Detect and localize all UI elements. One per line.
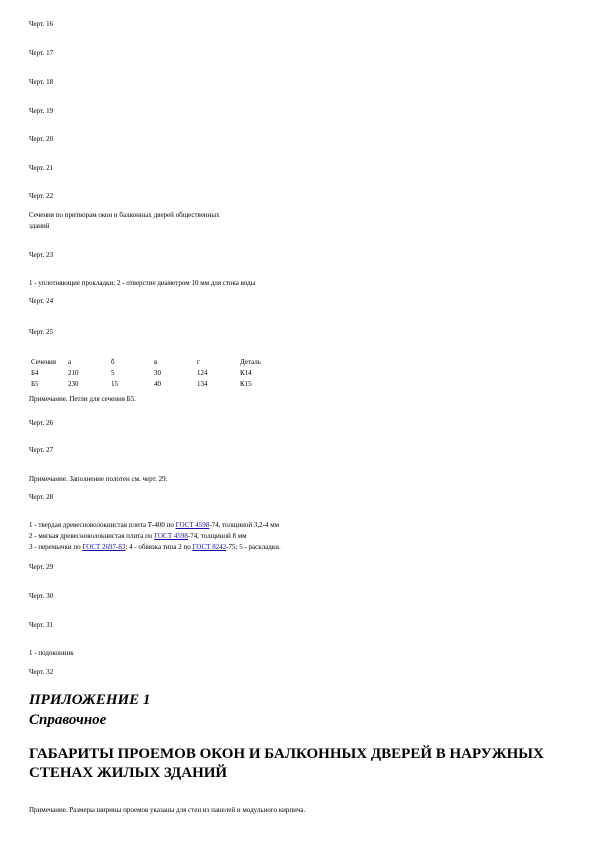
legend-28-line3	[29, 543, 281, 552]
table-cell: К15	[240, 380, 252, 388]
table-header-cell: Деталь	[240, 358, 261, 366]
drawing-caption-18: Черт. 18	[29, 78, 54, 86]
table-row	[29, 379, 264, 390]
legend-text: 1 - твердая древесноволокнистая плита Т-400 по	[29, 521, 176, 529]
section-heading-line1: Сечения по притворам окон и балконных дверей общественных	[29, 211, 220, 219]
legend-text: -74, толщиной 3,2-4 мм	[209, 521, 280, 529]
gost-2697-link[interactable]: ГОСТ 2697-83	[82, 543, 126, 551]
table-cell: Б4	[31, 369, 39, 377]
table-cell: 40	[154, 380, 161, 388]
appendix-title: ГАБАРИТЫ ПРОЕМОВ ОКОН И БАЛКОННЫХ ДВЕРЕЙ В НАРУЖНЫХ СТЕНАХ ЖИЛЫХ ЗДАНИЙ	[29, 746, 544, 781]
table-cell: Б5	[31, 380, 39, 388]
drawing-caption-32: Черт. 32	[29, 668, 54, 676]
table-header-row	[29, 357, 264, 368]
table-note: Примечание. Петли для сечения Б5.	[29, 395, 136, 403]
drawing-caption-29: Черт. 29	[29, 563, 54, 571]
table-header-cell: г	[197, 358, 200, 366]
drawing-caption-16: Черт. 16	[29, 20, 54, 28]
drawing-caption-21: Черт. 21	[29, 164, 54, 172]
legend-text: ; 4 - обвязка типа 2 по	[125, 543, 193, 551]
drawing-caption-20: Черт. 20	[29, 135, 54, 143]
drawing-caption-30: Черт. 30	[29, 592, 54, 600]
table-cell: 210	[68, 369, 79, 377]
appendix-type: Справочное	[29, 712, 107, 728]
table-cell: 124	[197, 369, 208, 377]
drawing-caption-24: Черт. 24	[29, 297, 54, 305]
table-row	[29, 368, 264, 379]
drawing-caption-25: Черт. 25	[29, 328, 54, 336]
gost-4598-link[interactable]: ГОСТ 4598	[175, 521, 210, 529]
legend-text: -75; 5 - раскладки.	[226, 543, 281, 551]
table-cell: 5	[111, 369, 115, 377]
drawing-caption-26: Черт. 26	[29, 419, 54, 427]
table-cell: 15	[111, 380, 118, 388]
table-cell: К14	[240, 369, 252, 377]
table-header-cell: Сечения	[31, 358, 57, 366]
gost-8242-link[interactable]: ГОСТ 8242	[192, 543, 227, 551]
note-27: Примечание. Заполнение полотен см. черт. 29.	[29, 475, 168, 483]
appendix-note: Примечание. Размеры ширины проемов указаны для стен из панелей и модульного кирпича.	[29, 806, 306, 814]
table-cell: 230	[68, 380, 79, 388]
drawing-caption-28: Черт. 28	[29, 493, 54, 501]
drawing-caption-17: Черт. 17	[29, 49, 54, 57]
table-header-cell: а	[68, 358, 72, 366]
table-header-cell: б	[111, 358, 115, 366]
section-heading-line2: зданий	[29, 222, 50, 230]
table-cell: 134	[197, 380, 208, 388]
legend-28-line2	[29, 532, 247, 541]
dimensions-table	[29, 357, 264, 390]
legend-28-line1	[29, 521, 279, 530]
table-header-cell: в	[154, 358, 158, 366]
table-cell: 30	[154, 369, 161, 377]
legend-text: 2 - мягкая древесноволокнистая плита по	[29, 532, 155, 540]
legend-text: 3 - перемычки по	[29, 543, 83, 551]
gost-4598-link[interactable]: ГОСТ 4598	[154, 532, 188, 540]
drawing-caption-19: Черт. 19	[29, 107, 54, 115]
legend-text: -74, толщиной 8 мм	[187, 532, 247, 540]
drawing-caption-31: Черт. 31	[29, 621, 54, 629]
drawing-caption-22: Черт. 22	[29, 192, 54, 200]
legend-23: 1 - уплотняющие прокладки; 2 - отверстие диаметром 10 мм для стока воды	[29, 279, 256, 287]
drawing-caption-27: Черт. 27	[29, 446, 54, 454]
legend-31: 1 - подоконник	[29, 649, 74, 657]
appendix-label: ПРИЛОЖЕНИЕ 1	[29, 692, 151, 708]
drawing-caption-23: Черт. 23	[29, 251, 54, 259]
